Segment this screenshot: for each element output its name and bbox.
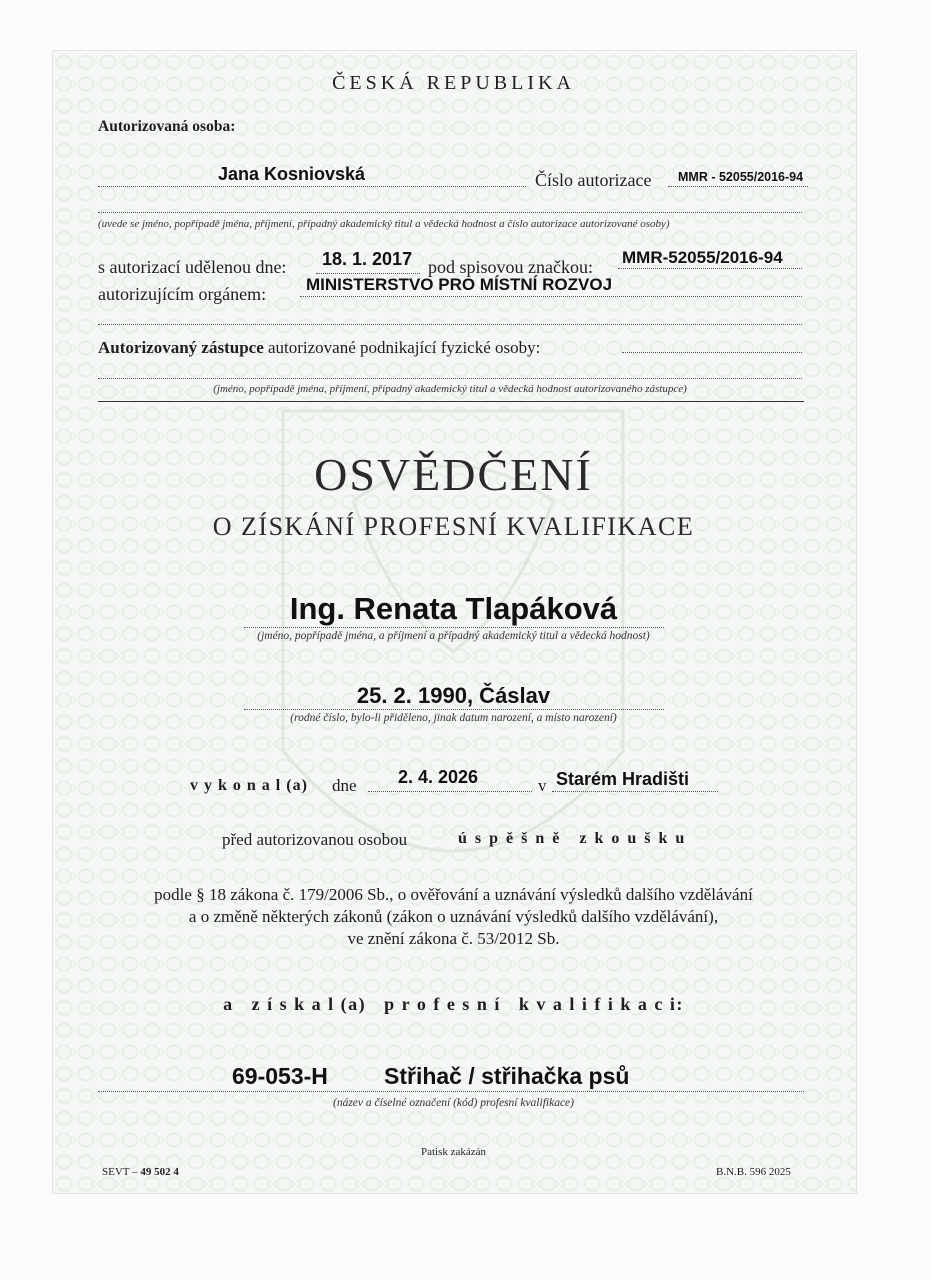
sevt-prefix: SEVT – xyxy=(102,1166,138,1178)
exam-date: 2. 4. 2026 xyxy=(398,767,479,787)
authorized-person-label: Autorizovaná osoba: xyxy=(98,118,236,135)
file-mark: MMR-52055/2016-94 xyxy=(622,248,783,267)
exam-place-dotted-line xyxy=(552,791,718,792)
printer-code: B.N.B. 596 2025 xyxy=(716,1166,791,1178)
holder-name-caption: (jméno, popřípadě jména, a příjmení a případný akademický titul a vědecká hodnost) xyxy=(257,630,650,642)
caption-dotted-line xyxy=(98,212,802,213)
authority-dotted-line xyxy=(300,296,802,297)
exam-place-label: v xyxy=(538,776,547,795)
number-dotted-line xyxy=(668,186,808,187)
qualification-name: Střihač / střihačka psů xyxy=(384,1063,630,1089)
representative-caption: (jméno, popřípadě jména, příjmení, případný akademický titul a vědecká hodnost autorizovaného zástupce) xyxy=(213,383,687,395)
name-dotted-line xyxy=(98,186,526,187)
section-divider xyxy=(98,401,804,402)
exam-date-dotted-line xyxy=(368,791,532,792)
authority-name: MINISTERSTVO PRO MÍSTNÍ ROZVOJ xyxy=(306,275,613,294)
exam-place: Starém Hradišti xyxy=(556,769,690,789)
reprint-notice: Patisk zakázán xyxy=(420,1146,487,1158)
granted-label: s autorizací udělenou dne: xyxy=(98,257,287,277)
authorization-number: MMR - 52055/2016-94 xyxy=(678,170,804,184)
performed-label: v y k o n a l (a) xyxy=(190,777,308,794)
holder-birth: 25. 2. 1990, Čáslav xyxy=(356,683,551,708)
birth-dotted-line xyxy=(244,709,664,710)
republic-heading: ČESKÁ REPUBLIKA xyxy=(332,72,575,94)
successful-exam-label: ú s p ě š n ě z k o u š k u xyxy=(458,830,687,847)
holder-birth-caption: (rodné číslo, bylo-li přiděleno, jinak datum narození, a místo narození) xyxy=(290,712,617,724)
holder-name: Ing. Renata Tlapáková xyxy=(289,591,618,626)
authorization-number-label: Číslo autorizace xyxy=(535,170,652,190)
holder-dotted-line xyxy=(244,627,664,628)
authorized-person-name: Jana Kosniovská xyxy=(218,164,366,184)
granted-date: 18. 1. 2017 xyxy=(322,249,413,269)
qualification-label: a z í s k a l (a) p r o f e s n í k v a l i f i k a c i: xyxy=(223,994,684,1014)
qualification-caption: (název a číselné označení (kód) profesní kvalifikace) xyxy=(333,1097,574,1109)
authorized-person-caption: (uvede se jméno, popřípadě jména, příjmení, případný akademický titul a vědecká hodnost a číslo autorizace autorizované osoby) xyxy=(98,218,670,230)
representative-dotted-line xyxy=(622,352,802,353)
qualification-dotted-line xyxy=(98,1091,804,1092)
law-text-line-1: podle § 18 zákona č. 179/2006 Sb., o ověřování a uznávání výsledků dalšího vzdělávání xyxy=(154,885,753,904)
representative-label xyxy=(98,338,540,358)
representative-label-rest: autorizované podnikající fyzické osoby: xyxy=(267,338,541,357)
sevt-code xyxy=(102,1166,179,1178)
before-authorized-label: před autorizovanou osobou xyxy=(222,830,408,849)
representative-second-dotted-line xyxy=(98,378,802,379)
file-mark-label: pod spisovou značkou: xyxy=(428,257,593,277)
sevt-number: 49 502 4 xyxy=(140,1166,179,1178)
granted-dotted-line xyxy=(316,273,420,274)
certificate-subtitle: O ZÍSKÁNÍ PROFESNÍ KVALIFIKACE xyxy=(212,512,695,541)
law-text-line-2: a o změně některých zákonů (zákon o uznávání výsledků dalšího vzdělávání), xyxy=(188,907,719,926)
law-text-line-3: ve znění zákona č. 53/2012 Sb. xyxy=(347,929,560,948)
exam-date-label: dne xyxy=(332,776,357,795)
representative-label-bold: Autorizovaný zástupce xyxy=(98,338,264,357)
file-mark-dotted-line xyxy=(618,268,802,269)
authority-extra-dotted-line xyxy=(98,324,802,325)
qualification-code: 69-053-H xyxy=(232,1063,328,1089)
authority-label: autorizujícím orgánem: xyxy=(98,284,267,304)
certificate-title: OSVĚDČENÍ xyxy=(314,449,593,500)
